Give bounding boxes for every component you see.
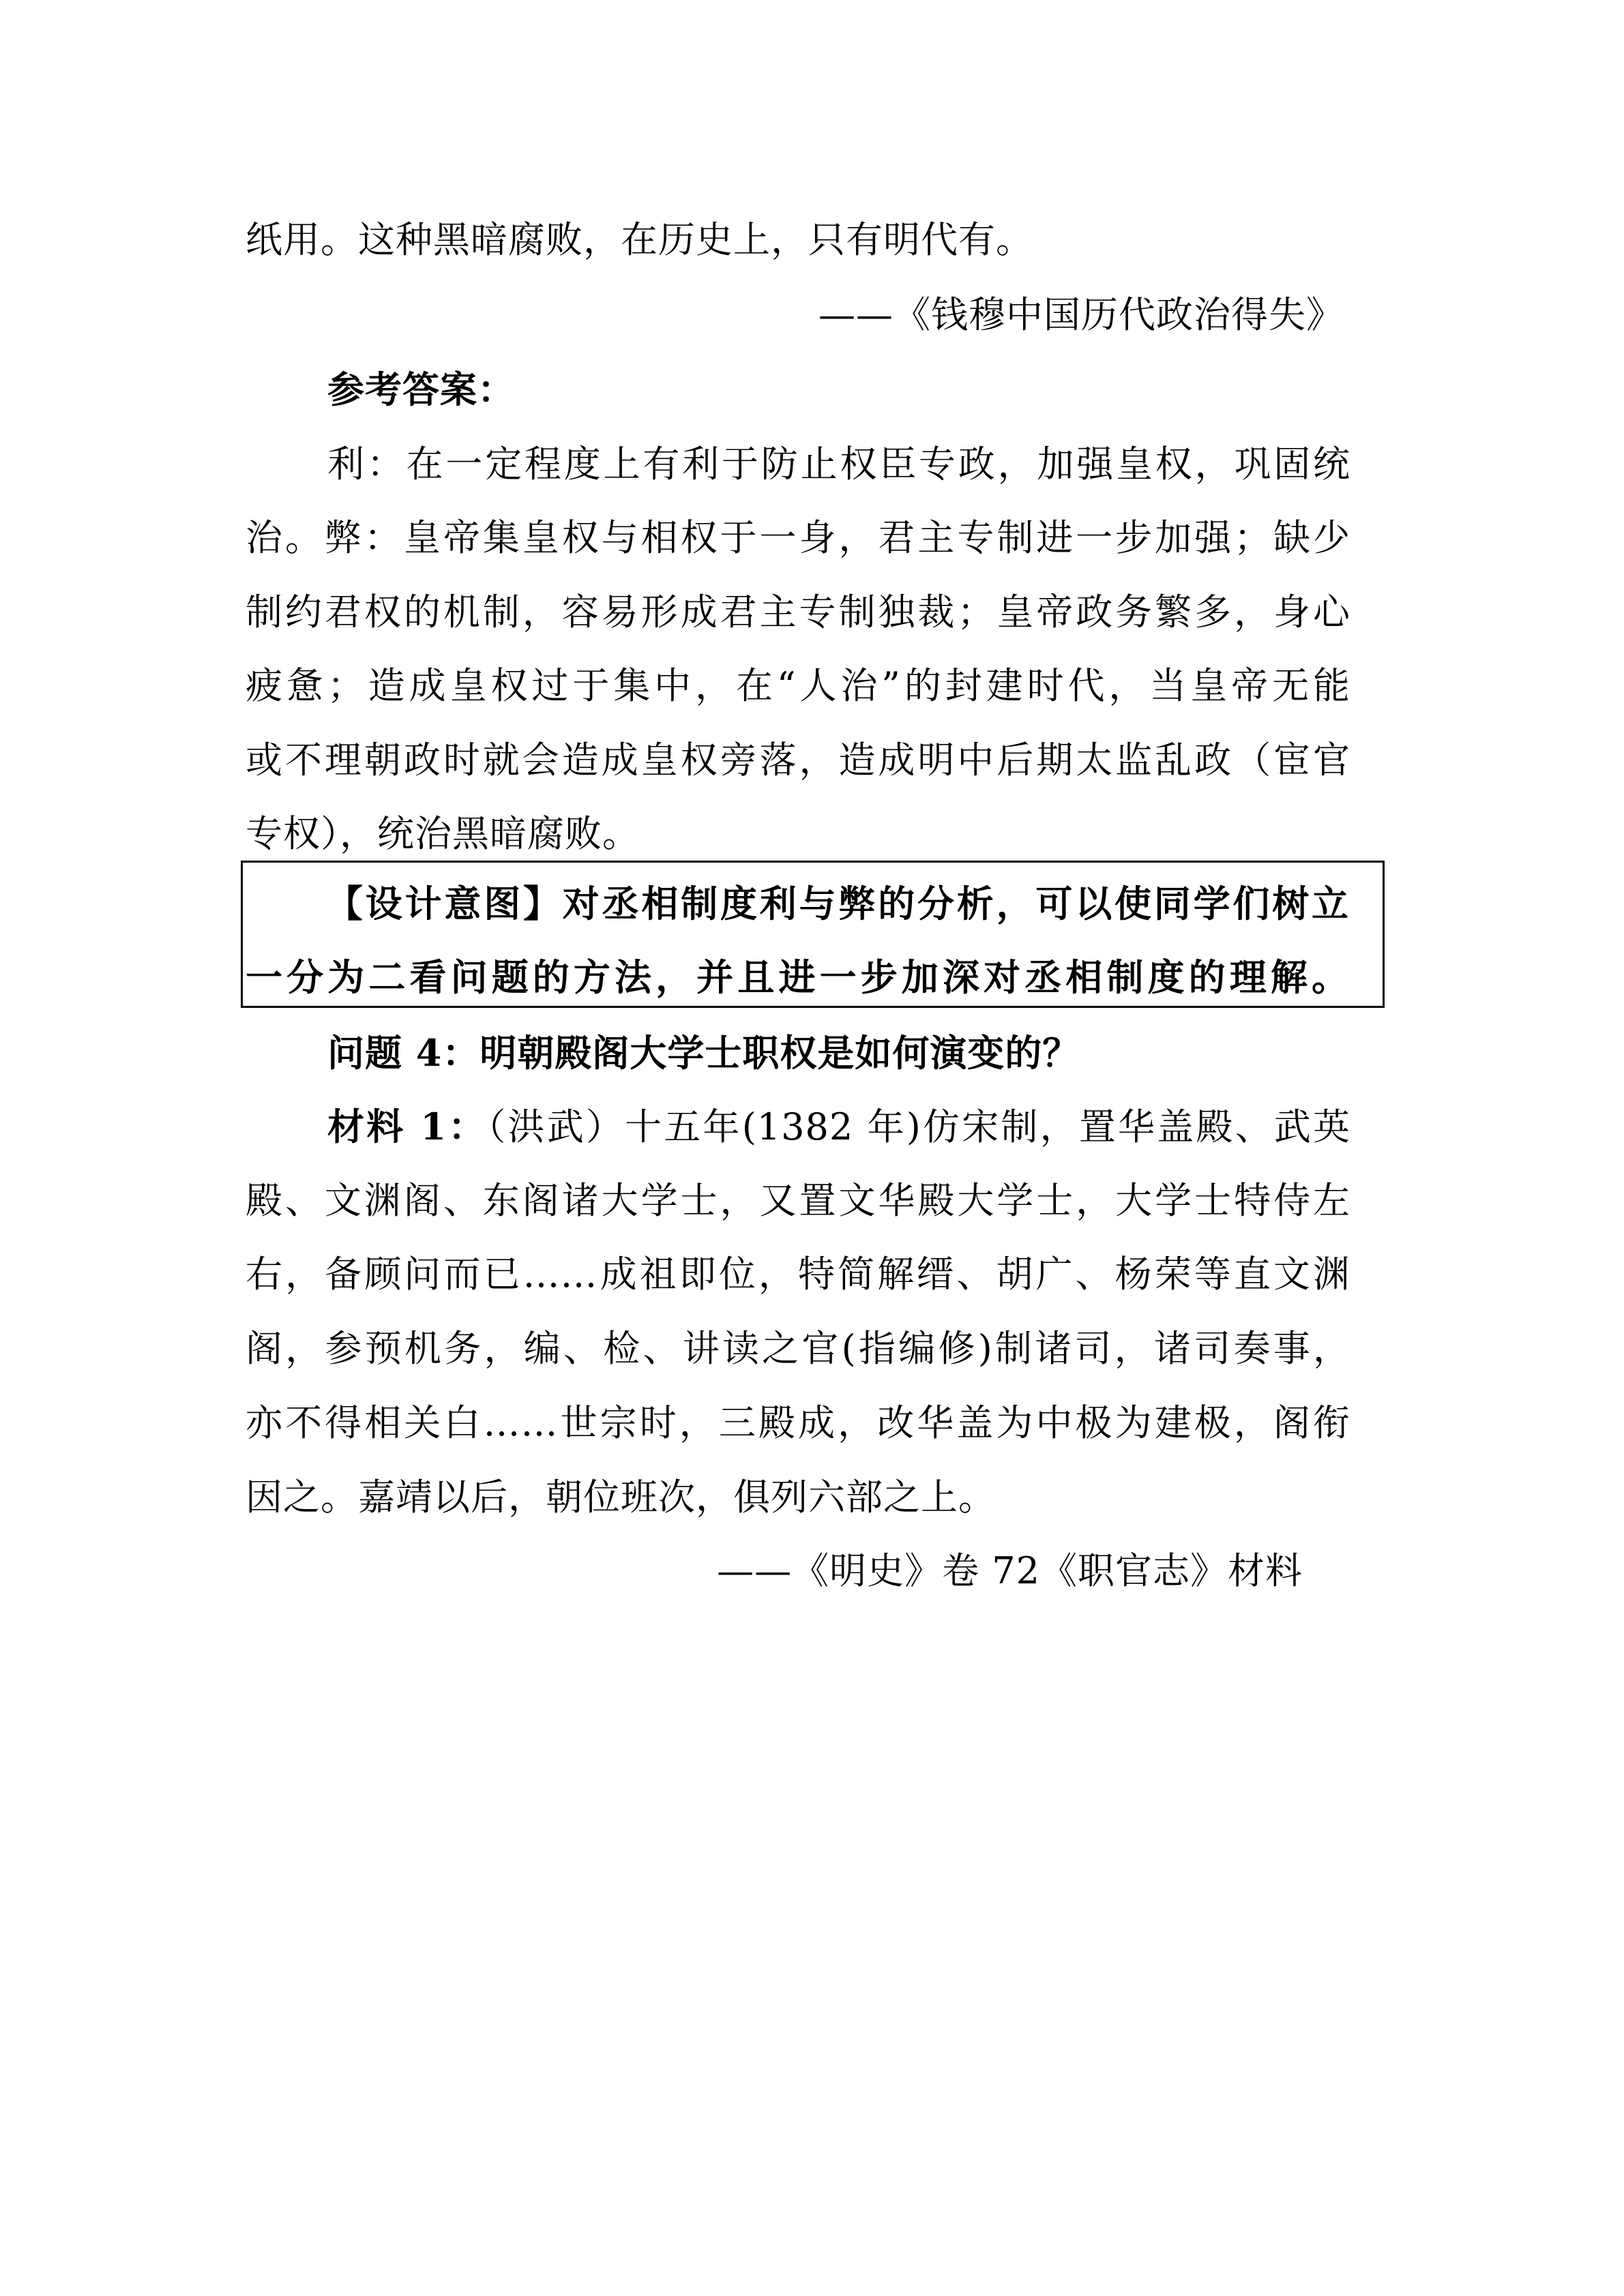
- citation-ming-shi: ——《明史》卷 72《职官志》材料: [717, 1549, 1303, 1592]
- answer-line-4: 疲惫；造成皇权过于集中，在“人治”的封建时代，当皇帝无能: [246, 664, 1350, 707]
- material-1-text: （洪武）十五年(1382 年)仿宋制，置华盖殿、武英: [487, 1105, 1350, 1148]
- question-4-heading: 问题 4：明朝殿阁大学士职权是如何演变的？: [327, 1031, 1080, 1075]
- design-intent-box: [241, 861, 1385, 1008]
- answer-heading: 参考答案：: [327, 368, 515, 411]
- material-1-label: 材料 1：: [327, 1105, 488, 1148]
- text-line-1: 纸用。这种黑暗腐败，在历史上，只有明代有。: [246, 218, 1033, 261]
- material-1-line-6: 因之。嘉靖以后，朝位班次，俱列六部之上。: [246, 1476, 996, 1519]
- answer-line-6: 专权），统治黑暗腐败。: [246, 812, 640, 855]
- citation-qian-mu: ——《钱穆中国历代政治得失》: [818, 293, 1344, 336]
- answer-line-2: 治。弊：皇帝集皇权与相权于一身，君主专制进一步加强；缺少: [246, 516, 1350, 559]
- material-1-line-3: 右，备顾问而已……成祖即位，特简解缙、胡广、杨荣等直文渊: [246, 1253, 1350, 1296]
- design-intent-line-1: 【设计意图】对丞相制度利与弊的分析，可以使同学们树立: [326, 882, 1349, 925]
- answer-line-1: 利：在一定程度上有利于防止权臣专政，加强皇权，巩固统: [327, 443, 1350, 486]
- answer-line-3: 制约君权的机制，容易形成君主专制独裁；皇帝政务繁多，身心: [246, 591, 1350, 633]
- material-1-line-2: 殿、文渊阁、东阁诸大学士，又置文华殿大学士，大学士特侍左: [246, 1179, 1350, 1222]
- material-1-line-5: 亦不得相关白……世宗时，三殿成，改华盖为中极为建极，阁衔: [246, 1401, 1350, 1444]
- design-intent-line-2: 一分为二看问题的方法，并且进一步加深对丞相制度的理解。: [246, 955, 1349, 999]
- material-1-line-1: [327, 1106, 1350, 1147]
- answer-line-5: 或不理朝政时就会造成皇权旁落，造成明中后期太监乱政（宦官: [246, 739, 1350, 781]
- material-1-line-4: 阁，参预机务，编、检、讲读之官(指编修)制诸司，诸司奏事，: [246, 1327, 1350, 1370]
